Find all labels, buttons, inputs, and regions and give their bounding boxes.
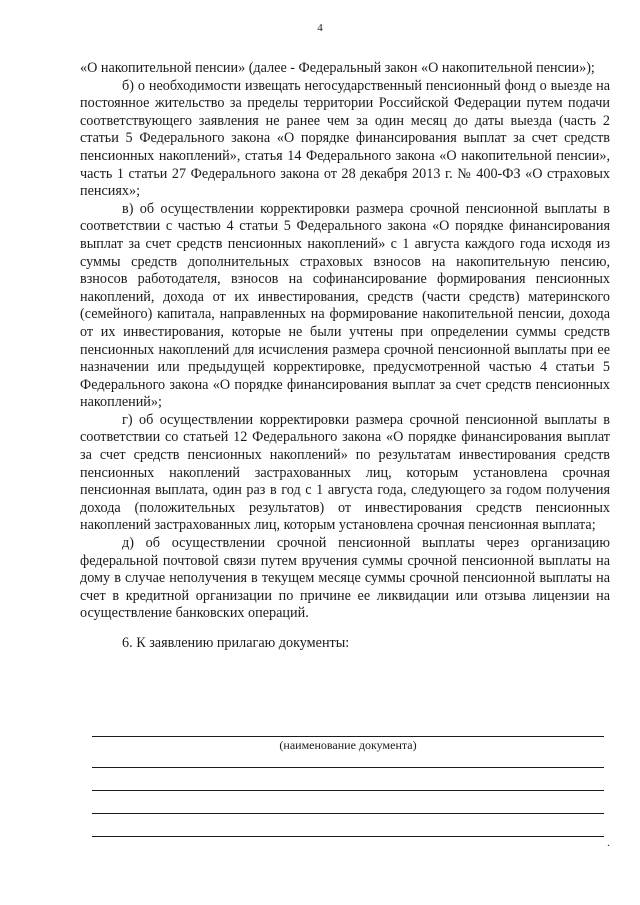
document-body <box>80 60 610 653</box>
paragraph-b: б) о необходимости извещать негосударственный пенсионный фонд о выезде на постоянное жительство за пределы территории Российской Федерации путем подачи соответствующего заявления не ранее чем за один месяц до даты выезда (часть 2 статьи 5 Федерального закона «О порядке финансирования выплат за счет средств пенсионных накоплений», статья 14 Федерального закона «О накопительной пенсии», часть 1 статьи 27 Федерального закона от 28 декабря 2013 г. № 400-ФЗ «О страховых пенсиях»; <box>80 77 610 200</box>
paragraph-continuation: «О накопительной пенсии» (далее - Федеральный закон «О накопительной пенсии»); <box>80 60 595 76</box>
end-mark: . <box>607 835 610 849</box>
document-caption: (наименование документа) <box>279 738 417 752</box>
page-number: 4 <box>317 22 323 34</box>
attachment-lines <box>92 735 610 849</box>
paragraph-d: д) об осуществлении срочной пенсионной выплаты через организацию федеральной почтовой связи путем вручения суммы срочной пенсионной выплаты на дому в случае неполучения в текущем месяце суммы срочной пенсионной выплаты на счет в кредитной организации по причине ее ликвидации или отзыва лицензии на осуществление банковских операций. <box>80 535 610 622</box>
paragraph-g: г) об осуществлении корректировки размера срочной пенсионной выплаты в соответствии со статьей 12 Федерального закона «О порядке финансирования выплат за счет средств пенсионных накоплений» по результатам инвестирования средств пенсионных накоплений застрахованных лиц, которым установлена срочная пенсионная выплата, один раз в год с 1 августа года, следующего за годом получения дохода (положительных результатов) от инвестирования средств пенсионных накоплений застрахованных лиц, которым установлена срочная пенсионная выплата; <box>80 411 610 534</box>
paragraph-v: в) об осуществлении корректировки размера срочной пенсионной выплаты в соответствии с частью 4 статьи 5 Федерального закона «О порядке финансирования выплат за счет средств пенсионных накоплений» с 1 августа каждого года исходя из суммы средств дополнительных страховых взносов на накопительную пенсию, взносов работодателя, взносов на софинансирование формирования пенсионных накоплений, дохода от их инвестирования, средств (части средств) материнского (семейного) капитала, направленных на формирование накопительной пенсии, дохода от их инвестирования, которые не были учтены при определении суммы средств пенсионных накоплений для исчисления размера срочной пенсионной выплаты при ее назначении или предыдущей корректировке, предусмотренной частью 4 статьи 5 Федерального закона «О порядке финансирования выплат за счет средств пенсионных накоплений»; <box>80 200 610 411</box>
document-line-5[interactable] <box>92 835 610 849</box>
document-line-1[interactable] <box>92 735 604 737</box>
attachments-label: 6. К заявлению прилагаю документы: <box>122 635 350 651</box>
